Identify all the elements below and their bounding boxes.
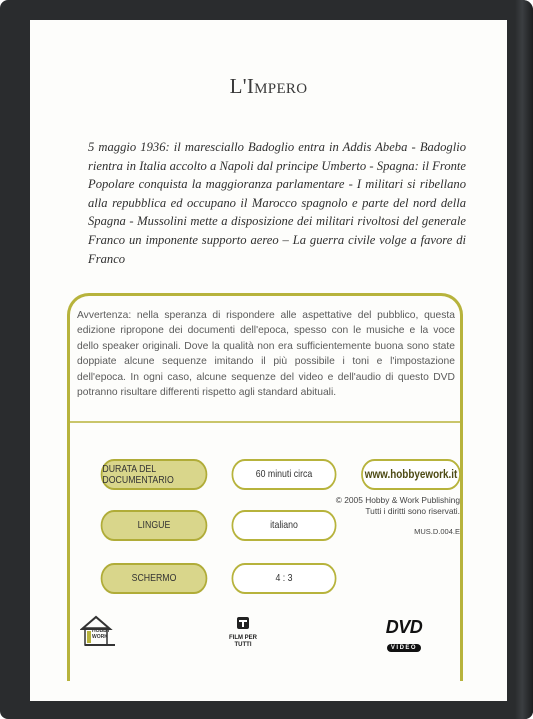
panel-divider: [70, 421, 460, 423]
copyright-line-2: Tutti i diritti sono riservati.: [365, 506, 460, 516]
film-reel-icon: [236, 616, 250, 630]
dvd-logo-main: DVD: [385, 617, 423, 637]
cover-summary: 5 maggio 1936: il maresciallo Badoglio entra in Addis Abeba - Badoglio rientra in Italia accolto a Napoli dal principe Umberto - Spagna: il Fronte Popolare conquista la maggioranza parlamentare - I militari si ribellano alla repubblica ed occupano il Marocco spagnolo e parte del nord della Spagna - Mussolini mette a disposizione dei militari rivoltosi del generale Franco un imponente supporto aereo – La guerra civile volge a favore di Franco: [88, 140, 466, 266]
screen-label: SCHERMO: [101, 563, 208, 594]
hobby-work-logo-text: HOBBY WORK: [92, 628, 111, 640]
website-link[interactable]: www.hobbyework.it: [361, 459, 461, 490]
dvd-logo-sub: VIDEO: [387, 644, 421, 652]
duration-value: 60 minuti circa: [232, 459, 337, 490]
dvd-video-logo: [374, 617, 434, 651]
warning-text: Avvertenza: nella speranza di rispondere alle aspettative del pubblico, questa edizione ripropone dei documenti dell'epoca, spesso con le musiche e la voce dello speaker originali. Dove la qualità non era sufficientemente buona sono state doppiate alcune sequenze imitando il più possibile i toni e l'impostazione dell'epoca. In ogni caso, alcune sequenze del video e dell'audio di questo DVD potranno risultare differenti rispetto agli standard abituali.: [77, 310, 455, 399]
languages-label: LINGUE: [101, 510, 208, 541]
catalog-code: MUS.D.004.E: [414, 527, 460, 536]
languages-value: italiano: [232, 510, 337, 541]
screen-value: 4 : 3: [232, 563, 337, 594]
duration-label: DURATA DEL DOCUMENTARIO: [101, 459, 208, 490]
copyright-line-1: © 2005 Hobby & Work Publishing: [335, 495, 460, 505]
hobby-work-logo: [80, 615, 120, 649]
copyright-notice: [320, 495, 460, 517]
cover-title: L'Impero: [229, 74, 308, 98]
film-per-tutti-logo: FILM PER TUTTI: [223, 616, 263, 650]
